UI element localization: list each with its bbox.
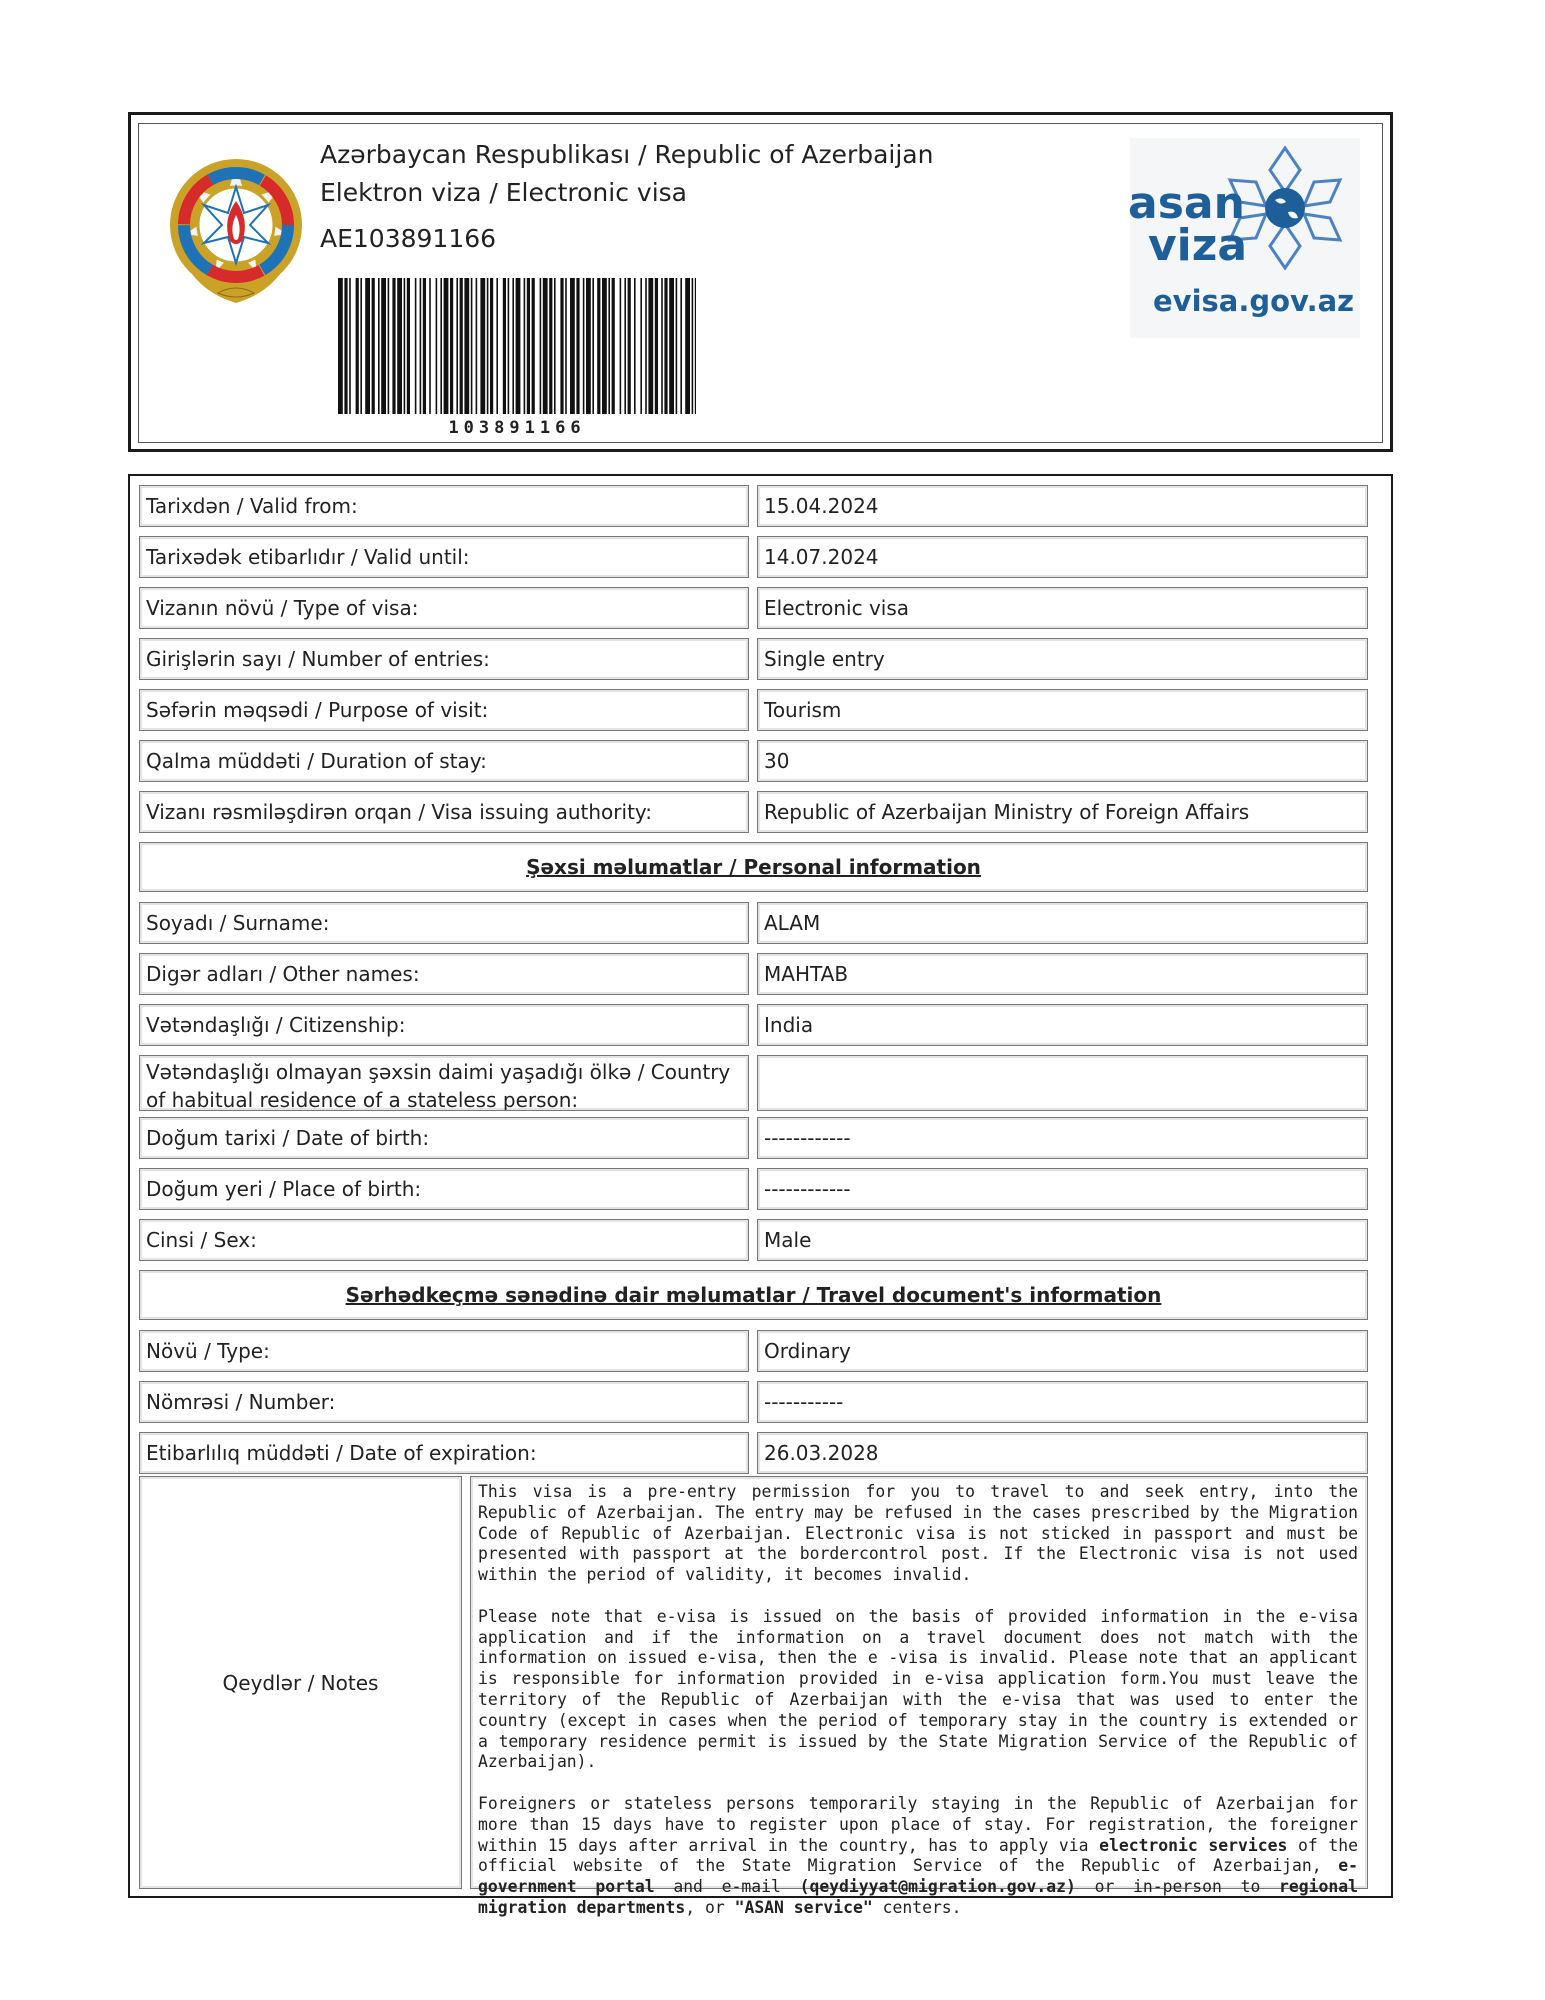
visa-label: Qalma müddəti / Duration of stay: xyxy=(139,740,749,782)
barcode-bar xyxy=(524,278,526,414)
barcode-bar xyxy=(512,278,514,414)
barcode-bar xyxy=(648,278,653,414)
visa-value: Republic of Azerbaijan Ministry of Foreign Affairs xyxy=(757,791,1368,833)
barcode-bar xyxy=(464,278,469,414)
barcode-number: 103891166 xyxy=(448,418,586,438)
barcode-bar xyxy=(360,278,362,414)
barcode-bar xyxy=(602,278,607,414)
barcode-bar xyxy=(532,278,535,414)
visa-label: Vizanı rəsmiləşdirən orqan / Visa issuing authority: xyxy=(139,791,749,833)
visa-label: Səfərin məqsədi / Purpose of visit: xyxy=(139,689,749,731)
visa-label: Tarixdən / Valid from: xyxy=(139,485,749,527)
barcode-bar xyxy=(695,278,696,414)
travel-value: 26.03.2028 xyxy=(757,1432,1368,1474)
barcode-bar xyxy=(388,278,390,414)
barcode-bar xyxy=(597,278,600,414)
visa-id: AE103891166 xyxy=(320,224,497,253)
barcode-bar xyxy=(490,278,493,414)
personal-value xyxy=(757,1055,1368,1111)
visa-value: Tourism xyxy=(757,689,1368,731)
personal-label: Doğum yeri / Place of birth: xyxy=(139,1168,749,1210)
barcode-bar xyxy=(436,278,438,414)
travel-value: Ordinary xyxy=(757,1330,1368,1372)
barcode-bar xyxy=(576,278,579,414)
barcode-bar xyxy=(549,278,552,414)
visa-value: 30 xyxy=(757,740,1368,782)
barcode-bar xyxy=(586,278,591,414)
header-country-title: Azərbaycan Respublikası / Republic of Azerbaijan xyxy=(320,140,934,169)
barcode-bar xyxy=(503,278,506,414)
notes-label: Qeydlər / Notes xyxy=(139,1476,462,1889)
barcode-bar xyxy=(460,278,463,414)
barcode-bar xyxy=(680,278,682,414)
barcode-bar xyxy=(685,278,690,414)
barcode-bar xyxy=(444,278,449,414)
barcode xyxy=(338,278,696,414)
barcode-bar xyxy=(496,278,498,414)
barcode-bar xyxy=(356,278,359,414)
personal-value: India xyxy=(757,1004,1368,1046)
barcode-bar xyxy=(429,278,431,414)
personal-label: Vətəndaşlığı olmayan şəxsin daimi yaşadığı ölkə / Country of habitual residence of a stateless person: xyxy=(139,1055,749,1111)
travel-label: Nömrəsi / Number: xyxy=(139,1381,749,1423)
barcode-bar xyxy=(397,278,402,414)
visa-label: Girişlərin sayı / Number of entries: xyxy=(139,638,749,680)
barcode-bar xyxy=(450,278,453,414)
barcode-bar xyxy=(664,278,667,414)
website-url: evisa.gov.az xyxy=(1153,284,1355,318)
barcode-bar xyxy=(415,278,417,414)
notes-paragraph-2: Please note that e-visa is issued on the basis of provided information in the e-visa application and if the information on a travel document does not match with the information on issued e-visa, then the e -visa is invalid. Please note that an applicant is responsible for information provided in e-visa application form.You must leave the territory of the Republic of Azerbaijan with the e-visa that was used to enter the country (except in cases when the period of temporary stay in the country is extended or a temporary residence permit is issued by the State Migration Service of the Republic of Azerbaijan). xyxy=(478,1606,1358,1772)
personal-value: ------------ xyxy=(757,1117,1368,1159)
barcode-bar xyxy=(456,278,458,414)
barcode-bar xyxy=(392,278,395,414)
coat-of-arms-icon xyxy=(162,143,310,311)
barcode-bar xyxy=(527,278,530,414)
barcode-bar xyxy=(476,278,478,414)
barcode-bar xyxy=(423,278,426,414)
travel-document-heading: Sərhədkeçmə sənədinə dair məlumatlar / Travel document's information xyxy=(139,1270,1368,1320)
barcode-bar xyxy=(349,278,351,414)
travel-value: ----------- xyxy=(757,1381,1368,1423)
personal-label: Digər adları / Other names: xyxy=(139,953,749,995)
notes-text xyxy=(478,1482,1358,1940)
barcode-bar xyxy=(570,278,575,414)
barcode-bar xyxy=(338,278,343,414)
barcode-bar xyxy=(669,278,674,414)
barcode-bar xyxy=(612,278,615,414)
logo-word-asan: asan xyxy=(1128,178,1245,229)
visa-value: Electronic visa xyxy=(757,587,1368,629)
barcode-bar xyxy=(344,278,347,414)
personal-label: Cinsi / Sex: xyxy=(139,1219,749,1261)
personal-value: Male xyxy=(757,1219,1368,1261)
barcode-bar xyxy=(661,278,663,414)
barcode-bar xyxy=(560,278,563,414)
barcode-bar xyxy=(365,278,370,414)
barcode-bar xyxy=(487,278,489,414)
barcode-bar xyxy=(655,278,658,414)
logo-word-viza: viza xyxy=(1148,220,1248,271)
barcode-bar xyxy=(471,278,473,414)
notes-paragraph-3: Foreigners or stateless persons temporarily staying in the Republic of Azerbaijan for more than 15 days have to register upon place of stay. For registration, the foreigner within 15 days after arrival in the country, has to apply via electronic services of the official website of the State Migration Service of the Republic of Azerbaijan, e-government portal and e-mail (qeydiyyat@migration.gov.az) or in-person to regional migration departments, or "ASAN service" centers. xyxy=(478,1793,1358,1917)
visa-value: 15.04.2024 xyxy=(757,485,1368,527)
personal-label: Vətəndaşlığı / Citizenship: xyxy=(139,1004,749,1046)
barcode-bar xyxy=(378,278,380,414)
barcode-bar xyxy=(420,278,422,414)
travel-label: Etibarlılıq müddəti / Date of expiration: xyxy=(139,1432,749,1474)
barcode-bar xyxy=(480,278,485,414)
barcode-bar xyxy=(620,278,622,414)
barcode-bar xyxy=(404,278,406,414)
notes-paragraph-1: This visa is a pre-entry permission for you to travel to and seek entry, into the Republic of Azerbaijan. The entry may be refused in the cases prescribed by the Migration Code of Republic of Azerbaijan. Electronic visa is not sticked in passport and must be presented with passport at the bordercontrol post. If the Electronic visa is not used within the period of validity, it becomes invalid. xyxy=(478,1482,1358,1585)
personal-label: Soyadı / Surname: xyxy=(139,902,749,944)
personal-value: ------------ xyxy=(757,1168,1368,1210)
barcode-bar xyxy=(645,278,647,414)
barcode-bar xyxy=(628,278,631,414)
visa-label: Vizanın növü / Type of visa: xyxy=(139,587,749,629)
barcode-bar xyxy=(608,278,610,414)
barcode-bar xyxy=(516,278,521,414)
visa-value: Single entry xyxy=(757,638,1368,680)
personal-label: Doğum tarixi / Date of birth: xyxy=(139,1117,749,1159)
barcode-bar xyxy=(540,278,542,414)
barcode-bar xyxy=(372,278,375,414)
barcode-bar xyxy=(692,278,694,414)
barcode-bar xyxy=(407,278,410,414)
personal-value: MAHTAB xyxy=(757,953,1368,995)
personal-value: ALAM xyxy=(757,902,1368,944)
barcode-bar xyxy=(565,278,567,414)
visa-value: 14.07.2024 xyxy=(757,536,1368,578)
barcode-bar xyxy=(440,278,442,414)
barcode-bar xyxy=(554,278,556,414)
barcode-bar xyxy=(640,278,642,414)
header-visa-type: Elektron viza / Electronic visa xyxy=(320,178,687,207)
barcode-bar xyxy=(508,278,510,414)
barcode-bar xyxy=(676,278,678,414)
barcode-bar xyxy=(381,278,386,414)
barcode-bar xyxy=(634,278,636,414)
barcode-bar xyxy=(592,278,594,414)
travel-label: Növü / Type: xyxy=(139,1330,749,1372)
visa-label: Tarixədək etibarlıdır / Valid until: xyxy=(139,536,749,578)
personal-info-heading: Şəxsi məlumatlar / Personal information xyxy=(139,842,1368,892)
barcode-bar xyxy=(543,278,548,414)
barcode-bar xyxy=(624,278,626,414)
barcode-bar xyxy=(583,278,585,414)
